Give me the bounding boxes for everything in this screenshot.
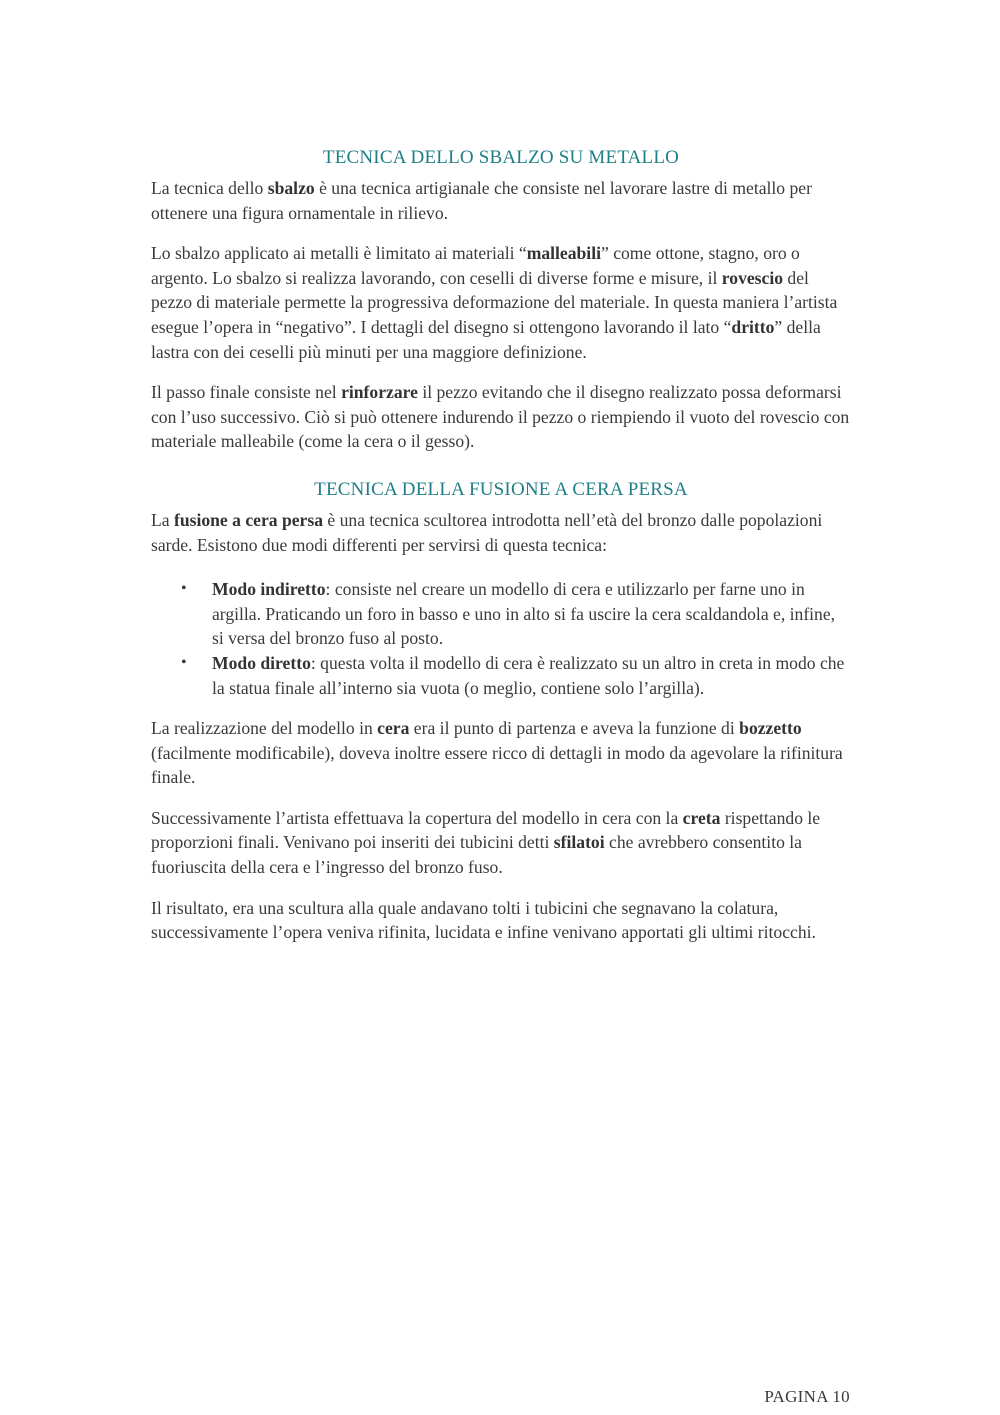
paragraph: La realizzazione del modello in cera era il punto di partenza e aveva la funzione di bozzetto (facilmente modificabile), doveva inoltre essere ricco di dettagli in modo da agevolare la rifinitura finale. (151, 718, 843, 788)
paragraph: Lo sbalzo applicato ai metalli è limitato ai materiali “malleabili” come ottone, stagno, oro o argento. Lo sbalzo si realizza lavorando, con ceselli di diverse forme e misure, il rovescio del pezzo di materiale permette la progressiva deformazione del materiale. In questa maniera l’artista esegue l’opera in “negativo”. I dettagli del disegno si ottengono lavorando il lato “dritto” della lastra con dei ceselli più minuti per una maggiore definizione. (151, 243, 838, 362)
list-item: • Modo diretto: questa volta il modello di cera è realizzato su un altro in creta in modo che la statua finale all’interno sia vuota (o meglio, contiene solo l’argilla). (212, 651, 851, 700)
page-number: PAGINA 10 (764, 1387, 850, 1406)
section-heading-fusione: TECNICA DELLA FUSIONE A CERA PERSA (314, 478, 688, 500)
section-heading-sbalzo: TECNICA DELLO SBALZO SU METALLO (322, 147, 680, 168)
list-item: • Modo indiretto: consiste nel creare un modello di cera e utilizzarlo per farne uno in argilla. Praticando un foro in basso e uno in alto si fa uscire la cera scaldandola e, infine, si versa del bronzo fuso al posto. (212, 577, 851, 651)
paragraph: Successivamente l’artista effettuava la copertura del modello in cera con la creta rispettando le proporzioni finali. Venivano poi inseriti dei tubicini detti sfilatoi che avrebbero consentito la fuoriuscita della cera e l’ingresso del bronzo fuso. (151, 807, 821, 878)
paragraph: La tecnica dello sbalzo è una tecnica artigianale che consiste nel lavorare lastre di metallo per ottenere una figura ornamentale in rilievo. (151, 178, 812, 223)
paragraph: Il risultato, era una scultura alla quale andavano tolti i tubicini che segnavano la colatura, successivamente l’opera veniva rifinita, lucidata e infine venivano apportati gli ultimi ritocchi. (151, 897, 816, 943)
paragraph: Il passo finale consiste nel rinforzare il pezzo evitando che il disegno realizzato possa deformarsi con l’uso successivo. Ciò si può ottenere indurendo il pezzo o riempiendo il vuoto del rovescio con materiale malleabile (come la cera o il gesso). (151, 382, 850, 452)
bullet-list (151, 577, 851, 700)
document-body (151, 140, 851, 961)
paragraph: La fusione a cera persa è una tecnica scultorea introdotta nell’età del bronzo dalle popolazioni sarde. Esistono due modi differenti per servirsi di questa tecnica: (151, 509, 823, 555)
